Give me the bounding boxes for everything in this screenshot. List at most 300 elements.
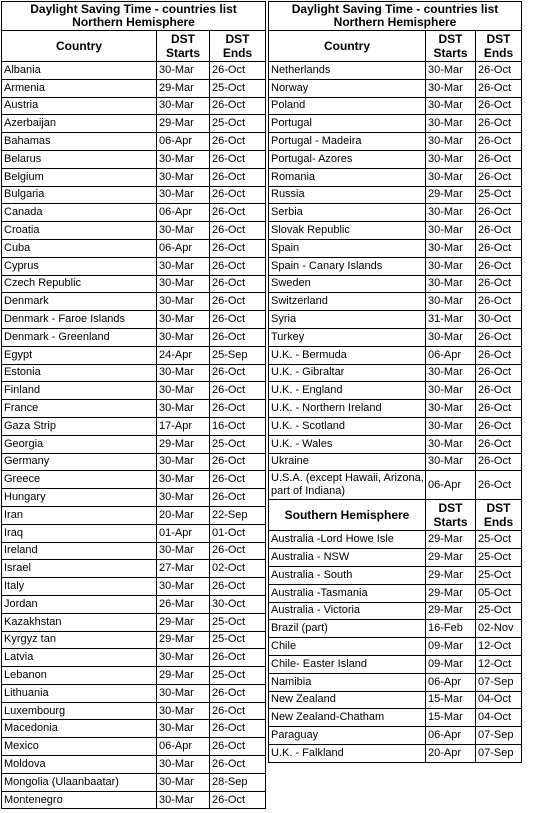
table-row — [269, 293, 522, 311]
country-cell: Denmark - Faroe Islands — [2, 311, 157, 329]
dst-starts-cell: 30-Mar — [157, 649, 210, 667]
dst-starts-cell: 30-Mar — [426, 62, 476, 80]
table-row — [2, 489, 266, 507]
dst-starts-cell: 30-Mar — [157, 168, 210, 186]
dst-starts-cell: 31-Mar — [426, 311, 476, 329]
dst-ends-cell: 26-Oct — [210, 168, 266, 186]
dst-ends-cell: 07-Sep — [476, 744, 522, 762]
dst-ends-cell: 26-Oct — [210, 720, 266, 738]
table-row — [269, 471, 522, 500]
table-row — [269, 744, 522, 762]
table-row — [2, 311, 266, 329]
country-cell: Kyrgyz tan — [2, 631, 157, 649]
dst-ends-cell: 26-Oct — [476, 471, 522, 500]
dst-starts-cell: 30-Mar — [157, 275, 210, 293]
dst-starts-cell: 29-Mar — [426, 602, 476, 620]
table-row — [269, 531, 522, 549]
country-cell: Albania — [2, 62, 157, 80]
table-row — [269, 275, 522, 293]
dst-starts-cell: 29-Mar — [157, 631, 210, 649]
dst-ends-cell: 26-Oct — [210, 293, 266, 311]
country-cell: Portugal — [269, 115, 426, 133]
dst-starts-cell: 06-Apr — [157, 133, 210, 151]
dst-starts-cell: 30-Mar — [426, 382, 476, 400]
table-row — [269, 691, 522, 709]
dst-ends-cell: 26-Oct — [210, 542, 266, 560]
table-row — [269, 204, 522, 222]
dst-ends-cell: 26-Oct — [210, 328, 266, 346]
dst-ends-cell: 26-Oct — [210, 756, 266, 774]
dst-ends-cell: 02-Oct — [210, 560, 266, 578]
dst-starts-cell: 24-Apr — [157, 346, 210, 364]
country-cell: Slovak Republic — [269, 222, 426, 240]
dst-ends-cell: 26-Oct — [210, 239, 266, 257]
dst-ends-cell: 26-Oct — [210, 97, 266, 115]
subtitle-text: Northern Hemisphere — [72, 15, 195, 29]
dst-ends-cell: 26-Oct — [476, 257, 522, 275]
table-row — [2, 417, 266, 435]
table-row — [2, 186, 266, 204]
dst-starts-cell: 30-Mar — [426, 328, 476, 346]
country-cell: U.K. - Wales — [269, 435, 426, 453]
dst-starts-cell: 15-Mar — [426, 709, 476, 727]
dst-starts-cell: 30-Mar — [426, 97, 476, 115]
table-row — [269, 79, 522, 97]
country-cell: U.K. - Gibraltar — [269, 364, 426, 382]
dst-ends-cell: 26-Oct — [210, 275, 266, 293]
column-header-dst-starts: DST Starts — [426, 31, 476, 62]
table-row — [2, 293, 266, 311]
country-cell: Australia - NSW — [269, 549, 426, 567]
table-row — [2, 346, 266, 364]
dst-ends-cell: 26-Oct — [476, 364, 522, 382]
dst-ends-cell: 26-Oct — [476, 79, 522, 97]
dst-ends-cell: 25-Oct — [476, 531, 522, 549]
table-row — [2, 773, 266, 791]
dst-starts-cell: 16-Feb — [426, 620, 476, 638]
dst-ends-cell: 26-Oct — [476, 168, 522, 186]
table-row — [2, 738, 266, 756]
table-row — [2, 275, 266, 293]
table-row — [2, 453, 266, 471]
table-row — [2, 791, 266, 809]
dst-starts-cell: 30-Mar — [426, 417, 476, 435]
dst-starts-cell: 20-Mar — [157, 506, 210, 524]
country-cell: Montenegro — [2, 791, 157, 809]
dst-ends-cell: 26-Oct — [476, 239, 522, 257]
country-cell: Lithuania — [2, 684, 157, 702]
country-cell: New Zealand — [269, 691, 426, 709]
country-cell: Poland — [269, 97, 426, 115]
dst-starts-cell: 30-Mar — [426, 239, 476, 257]
dst-ends-cell: 22-Sep — [210, 506, 266, 524]
table-row — [2, 524, 266, 542]
dst-starts-cell: 30-Mar — [426, 133, 476, 151]
table-row — [2, 702, 266, 720]
dst-ends-cell: 25-Oct — [210, 613, 266, 631]
country-cell: Latvia — [2, 649, 157, 667]
table-title — [269, 2, 522, 31]
country-cell: Chile — [269, 638, 426, 656]
dst-starts-cell: 30-Mar — [157, 97, 210, 115]
table-row — [269, 133, 522, 151]
dst-ends-cell: 26-Oct — [210, 382, 266, 400]
dst-starts-cell: 30-Mar — [157, 684, 210, 702]
table-row — [2, 115, 266, 133]
table-row — [2, 560, 266, 578]
dst-starts-cell: 30-Mar — [157, 62, 210, 80]
dst-ends-cell: 26-Oct — [476, 133, 522, 151]
dst-starts-cell: 30-Mar — [426, 400, 476, 418]
dst-ends-cell: 26-Oct — [476, 62, 522, 80]
dst-ends-cell: 26-Oct — [210, 364, 266, 382]
country-cell: Bulgaria — [2, 186, 157, 204]
dst-starts-cell: 30-Mar — [157, 222, 210, 240]
table-title — [2, 2, 266, 31]
northern-hemisphere-table-right — [268, 1, 522, 763]
table-row — [2, 62, 266, 80]
dst-starts-cell: 30-Mar — [157, 328, 210, 346]
country-cell: Germany — [2, 453, 157, 471]
dst-starts-cell: 30-Mar — [426, 204, 476, 222]
table-row — [269, 638, 522, 656]
table-row — [2, 168, 266, 186]
table-row — [2, 222, 266, 240]
southern-hemisphere-header: Southern Hemisphere — [269, 500, 426, 531]
dst-starts-cell: 29-Mar — [426, 549, 476, 567]
title-text: Daylight Saving Time - countries list — [30, 2, 237, 16]
column-header-dst-ends: DST Ends — [476, 31, 522, 62]
country-cell: New Zealand-Chatham — [269, 709, 426, 727]
country-cell: Iran — [2, 506, 157, 524]
column-header-country: Country — [2, 31, 157, 62]
table-row — [269, 257, 522, 275]
country-cell: Italy — [2, 578, 157, 596]
dst-starts-cell: 30-Mar — [157, 756, 210, 774]
table-row — [2, 631, 266, 649]
dst-ends-cell: 02-Nov — [476, 620, 522, 638]
table-row — [269, 186, 522, 204]
southern-hemisphere-section — [269, 500, 522, 762]
table-row — [2, 382, 266, 400]
country-cell: Paraguay — [269, 727, 426, 745]
country-cell: Belarus — [2, 150, 157, 168]
country-cell: Spain - Canary Islands — [269, 257, 426, 275]
dst-ends-cell: 26-Oct — [210, 791, 266, 809]
dst-ends-cell: 25-Sep — [210, 346, 266, 364]
country-cell: Denmark — [2, 293, 157, 311]
dst-ends-cell: 26-Oct — [476, 115, 522, 133]
dst-starts-cell: 29-Mar — [426, 531, 476, 549]
country-cell: U.K. - Falkland — [269, 744, 426, 762]
dst-starts-cell: 30-Mar — [157, 471, 210, 489]
table-row — [2, 649, 266, 667]
country-cell: Egypt — [2, 346, 157, 364]
dst-starts-cell: 09-Mar — [426, 638, 476, 656]
table-row — [269, 453, 522, 471]
dst-ends-cell: 25-Oct — [210, 631, 266, 649]
dst-ends-cell: 26-Oct — [476, 204, 522, 222]
country-cell: Russia — [269, 186, 426, 204]
dst-ends-cell: 26-Oct — [210, 738, 266, 756]
dst-ends-cell: 26-Oct — [210, 311, 266, 329]
table-row — [2, 684, 266, 702]
country-cell: Turkey — [269, 328, 426, 346]
country-cell: Estonia — [2, 364, 157, 382]
dst-starts-cell: 30-Mar — [157, 578, 210, 596]
table-row — [2, 613, 266, 631]
dst-starts-cell: 29-Mar — [157, 613, 210, 631]
country-cell: Australia -Tasmania — [269, 584, 426, 602]
table-row — [2, 720, 266, 738]
dst-ends-cell: 26-Oct — [210, 649, 266, 667]
dst-ends-cell: 26-Oct — [476, 400, 522, 418]
country-cell: Moldova — [2, 756, 157, 774]
table-row — [2, 364, 266, 382]
table-row — [269, 382, 522, 400]
table-row — [269, 602, 522, 620]
dst-starts-cell: 30-Mar — [426, 293, 476, 311]
dst-ends-cell: 30-Oct — [476, 311, 522, 329]
dst-ends-cell: 25-Oct — [210, 667, 266, 685]
dst-starts-cell: 27-Mar — [157, 560, 210, 578]
dst-ends-cell: 25-Oct — [476, 602, 522, 620]
country-cell: Namibia — [269, 673, 426, 691]
dst-ends-cell: 26-Oct — [476, 435, 522, 453]
table-row — [269, 566, 522, 584]
dst-starts-cell: 06-Apr — [426, 471, 476, 500]
table-row — [269, 364, 522, 382]
dst-starts-cell: 30-Mar — [426, 79, 476, 97]
table-row — [269, 400, 522, 418]
country-cell: Iraq — [2, 524, 157, 542]
dst-ends-cell: 12-Oct — [476, 638, 522, 656]
country-cell: Serbia — [269, 204, 426, 222]
country-cell: Australia - Victoria — [269, 602, 426, 620]
country-cell: Bahamas — [2, 133, 157, 151]
table-row — [269, 168, 522, 186]
dst-ends-cell: 25-Oct — [476, 549, 522, 567]
dst-starts-cell: 30-Mar — [157, 150, 210, 168]
table-row — [269, 655, 522, 673]
country-cell: Portugal- Azores — [269, 150, 426, 168]
table-row — [269, 709, 522, 727]
country-cell: Australia - South — [269, 566, 426, 584]
dst-ends-cell: 26-Oct — [210, 471, 266, 489]
country-cell: U.K. - Northern Ireland — [269, 400, 426, 418]
table-row — [269, 97, 522, 115]
dst-ends-cell: 26-Oct — [210, 204, 266, 222]
table-row — [2, 667, 266, 685]
country-cell: Ukraine — [269, 453, 426, 471]
country-cell: Cuba — [2, 239, 157, 257]
country-cell: Luxembourg — [2, 702, 157, 720]
dst-ends-cell: 25-Oct — [210, 79, 266, 97]
dst-ends-cell: 28-Sep — [210, 773, 266, 791]
dst-ends-cell: 16-Oct — [210, 417, 266, 435]
dst-starts-cell: 30-Mar — [157, 293, 210, 311]
dst-ends-cell: 26-Oct — [210, 400, 266, 418]
dst-ends-cell: 07-Sep — [476, 673, 522, 691]
table-row — [2, 239, 266, 257]
table-row — [2, 150, 266, 168]
dst-starts-cell: 26-Mar — [157, 595, 210, 613]
dst-ends-cell: 30-Oct — [210, 595, 266, 613]
dst-starts-cell: 30-Mar — [426, 168, 476, 186]
dst-starts-cell: 06-Apr — [157, 204, 210, 222]
country-cell: Brazil (part) — [269, 620, 426, 638]
table-row — [2, 578, 266, 596]
dst-ends-cell: 26-Oct — [476, 293, 522, 311]
dst-ends-cell: 26-Oct — [210, 222, 266, 240]
dst-starts-cell: 06-Apr — [426, 346, 476, 364]
dst-starts-cell: 06-Apr — [157, 738, 210, 756]
dst-ends-cell: 25-Oct — [210, 435, 266, 453]
dst-starts-cell: 30-Mar — [157, 186, 210, 204]
table-row — [269, 620, 522, 638]
table-row — [269, 727, 522, 745]
country-cell: France — [2, 400, 157, 418]
table-row — [2, 79, 266, 97]
table-row — [2, 435, 266, 453]
column-header-dst-ends: DST Ends — [210, 31, 266, 62]
dst-ends-cell: 05-Oct — [476, 584, 522, 602]
table-row — [269, 222, 522, 240]
dst-starts-cell: 30-Mar — [426, 364, 476, 382]
dst-ends-cell: 26-Oct — [210, 578, 266, 596]
country-cell: U.K. - Bermuda — [269, 346, 426, 364]
table-row — [269, 115, 522, 133]
country-cell: Israel — [2, 560, 157, 578]
dst-starts-cell: 30-Mar — [426, 257, 476, 275]
country-cell: Denmark - Greenland — [2, 328, 157, 346]
northern-hemisphere-table-left — [1, 1, 266, 809]
dst-ends-cell: 26-Oct — [210, 702, 266, 720]
dst-starts-cell: 06-Apr — [426, 673, 476, 691]
country-cell: Portugal - Madeira — [269, 133, 426, 151]
dst-ends-cell: 12-Oct — [476, 655, 522, 673]
table-row — [2, 328, 266, 346]
country-cell: Canada — [2, 204, 157, 222]
country-cell: Austria — [2, 97, 157, 115]
table-row — [2, 400, 266, 418]
dst-starts-cell: 30-Mar — [426, 275, 476, 293]
dst-starts-cell: 30-Mar — [157, 720, 210, 738]
dst-starts-cell: 01-Apr — [157, 524, 210, 542]
table-row — [2, 133, 266, 151]
dst-starts-cell: 29-Mar — [426, 584, 476, 602]
table-row — [2, 756, 266, 774]
dst-starts-cell: 30-Mar — [426, 435, 476, 453]
dst-starts-cell: 30-Mar — [157, 542, 210, 560]
dst-starts-cell: 30-Mar — [426, 115, 476, 133]
dst-ends-cell: 26-Oct — [476, 328, 522, 346]
subtitle-text: Northern Hemisphere — [333, 15, 457, 29]
table-row — [269, 346, 522, 364]
country-cell: Romania — [269, 168, 426, 186]
country-cell: U.K. - Scotland — [269, 417, 426, 435]
country-cell: Armenia — [2, 79, 157, 97]
dst-starts-cell: 30-Mar — [157, 702, 210, 720]
country-cell: Belgium — [2, 168, 157, 186]
dst-starts-cell: 20-Apr — [426, 744, 476, 762]
dst-starts-cell: 30-Mar — [157, 489, 210, 507]
country-cell: U.K. - England — [269, 382, 426, 400]
country-cell: Australia -Lord Howe Isle — [269, 531, 426, 549]
table-row — [269, 417, 522, 435]
dst-ends-cell: 25-Oct — [210, 115, 266, 133]
table-row — [2, 471, 266, 489]
country-cell: Kazakhstan — [2, 613, 157, 631]
country-cell: Mexico — [2, 738, 157, 756]
dst-ends-cell: 25-Oct — [476, 566, 522, 584]
country-cell: U.S.A. (except Hawaii, Arizona, part of Indiana) — [269, 471, 426, 500]
table-row — [269, 239, 522, 257]
dst-ends-cell: 26-Oct — [210, 684, 266, 702]
dst-ends-cell: 26-Oct — [476, 346, 522, 364]
dst-starts-cell: 06-Apr — [157, 239, 210, 257]
dst-starts-cell: 29-Mar — [157, 79, 210, 97]
table-row — [2, 542, 266, 560]
dst-ends-cell: 26-Oct — [210, 133, 266, 151]
title-text: Daylight Saving Time - countries list — [291, 2, 499, 16]
dst-starts-cell: 17-Apr — [157, 417, 210, 435]
dst-starts-cell: 30-Mar — [426, 150, 476, 168]
dst-starts-cell: 30-Mar — [157, 791, 210, 809]
country-cell: Finland — [2, 382, 157, 400]
country-cell: Lebanon — [2, 667, 157, 685]
table-row — [2, 97, 266, 115]
dst-starts-cell: 30-Mar — [157, 382, 210, 400]
table-row — [269, 62, 522, 80]
country-cell: Cyprus — [2, 257, 157, 275]
dst-starts-cell: 30-Mar — [157, 400, 210, 418]
dst-ends-cell: 26-Oct — [210, 453, 266, 471]
dst-ends-cell: 26-Oct — [210, 150, 266, 168]
column-header-dst-starts: DST Starts — [157, 31, 210, 62]
country-cell: Netherlands — [269, 62, 426, 80]
dst-starts-cell: 29-Mar — [426, 566, 476, 584]
dst-ends-cell: 25-Oct — [476, 186, 522, 204]
country-cell: Greece — [2, 471, 157, 489]
table-row — [269, 150, 522, 168]
dst-starts-cell: 30-Mar — [426, 222, 476, 240]
country-cell: Hungary — [2, 489, 157, 507]
dst-starts-cell: 30-Mar — [157, 364, 210, 382]
country-cell: Chile- Easter Island — [269, 655, 426, 673]
country-cell: Norway — [269, 79, 426, 97]
dst-ends-cell: 26-Oct — [476, 97, 522, 115]
dst-starts-cell: 06-Apr — [426, 727, 476, 745]
table-row — [269, 435, 522, 453]
dst-starts-cell: 29-Mar — [426, 186, 476, 204]
dst-starts-cell: 29-Mar — [157, 115, 210, 133]
country-cell: Macedonia — [2, 720, 157, 738]
dst-starts-cell: 29-Mar — [157, 667, 210, 685]
table-row — [269, 549, 522, 567]
table-row — [2, 204, 266, 222]
country-cell: Sweden — [269, 275, 426, 293]
dst-ends-cell: 26-Oct — [210, 489, 266, 507]
country-cell: Georgia — [2, 435, 157, 453]
dst-ends-cell: 26-Oct — [476, 417, 522, 435]
table-row — [2, 506, 266, 524]
dst-starts-cell: 30-Mar — [426, 453, 476, 471]
table-row — [2, 595, 266, 613]
country-cell: Switzerland — [269, 293, 426, 311]
country-cell: Azerbaijan — [2, 115, 157, 133]
country-cell: Gaza Strip — [2, 417, 157, 435]
